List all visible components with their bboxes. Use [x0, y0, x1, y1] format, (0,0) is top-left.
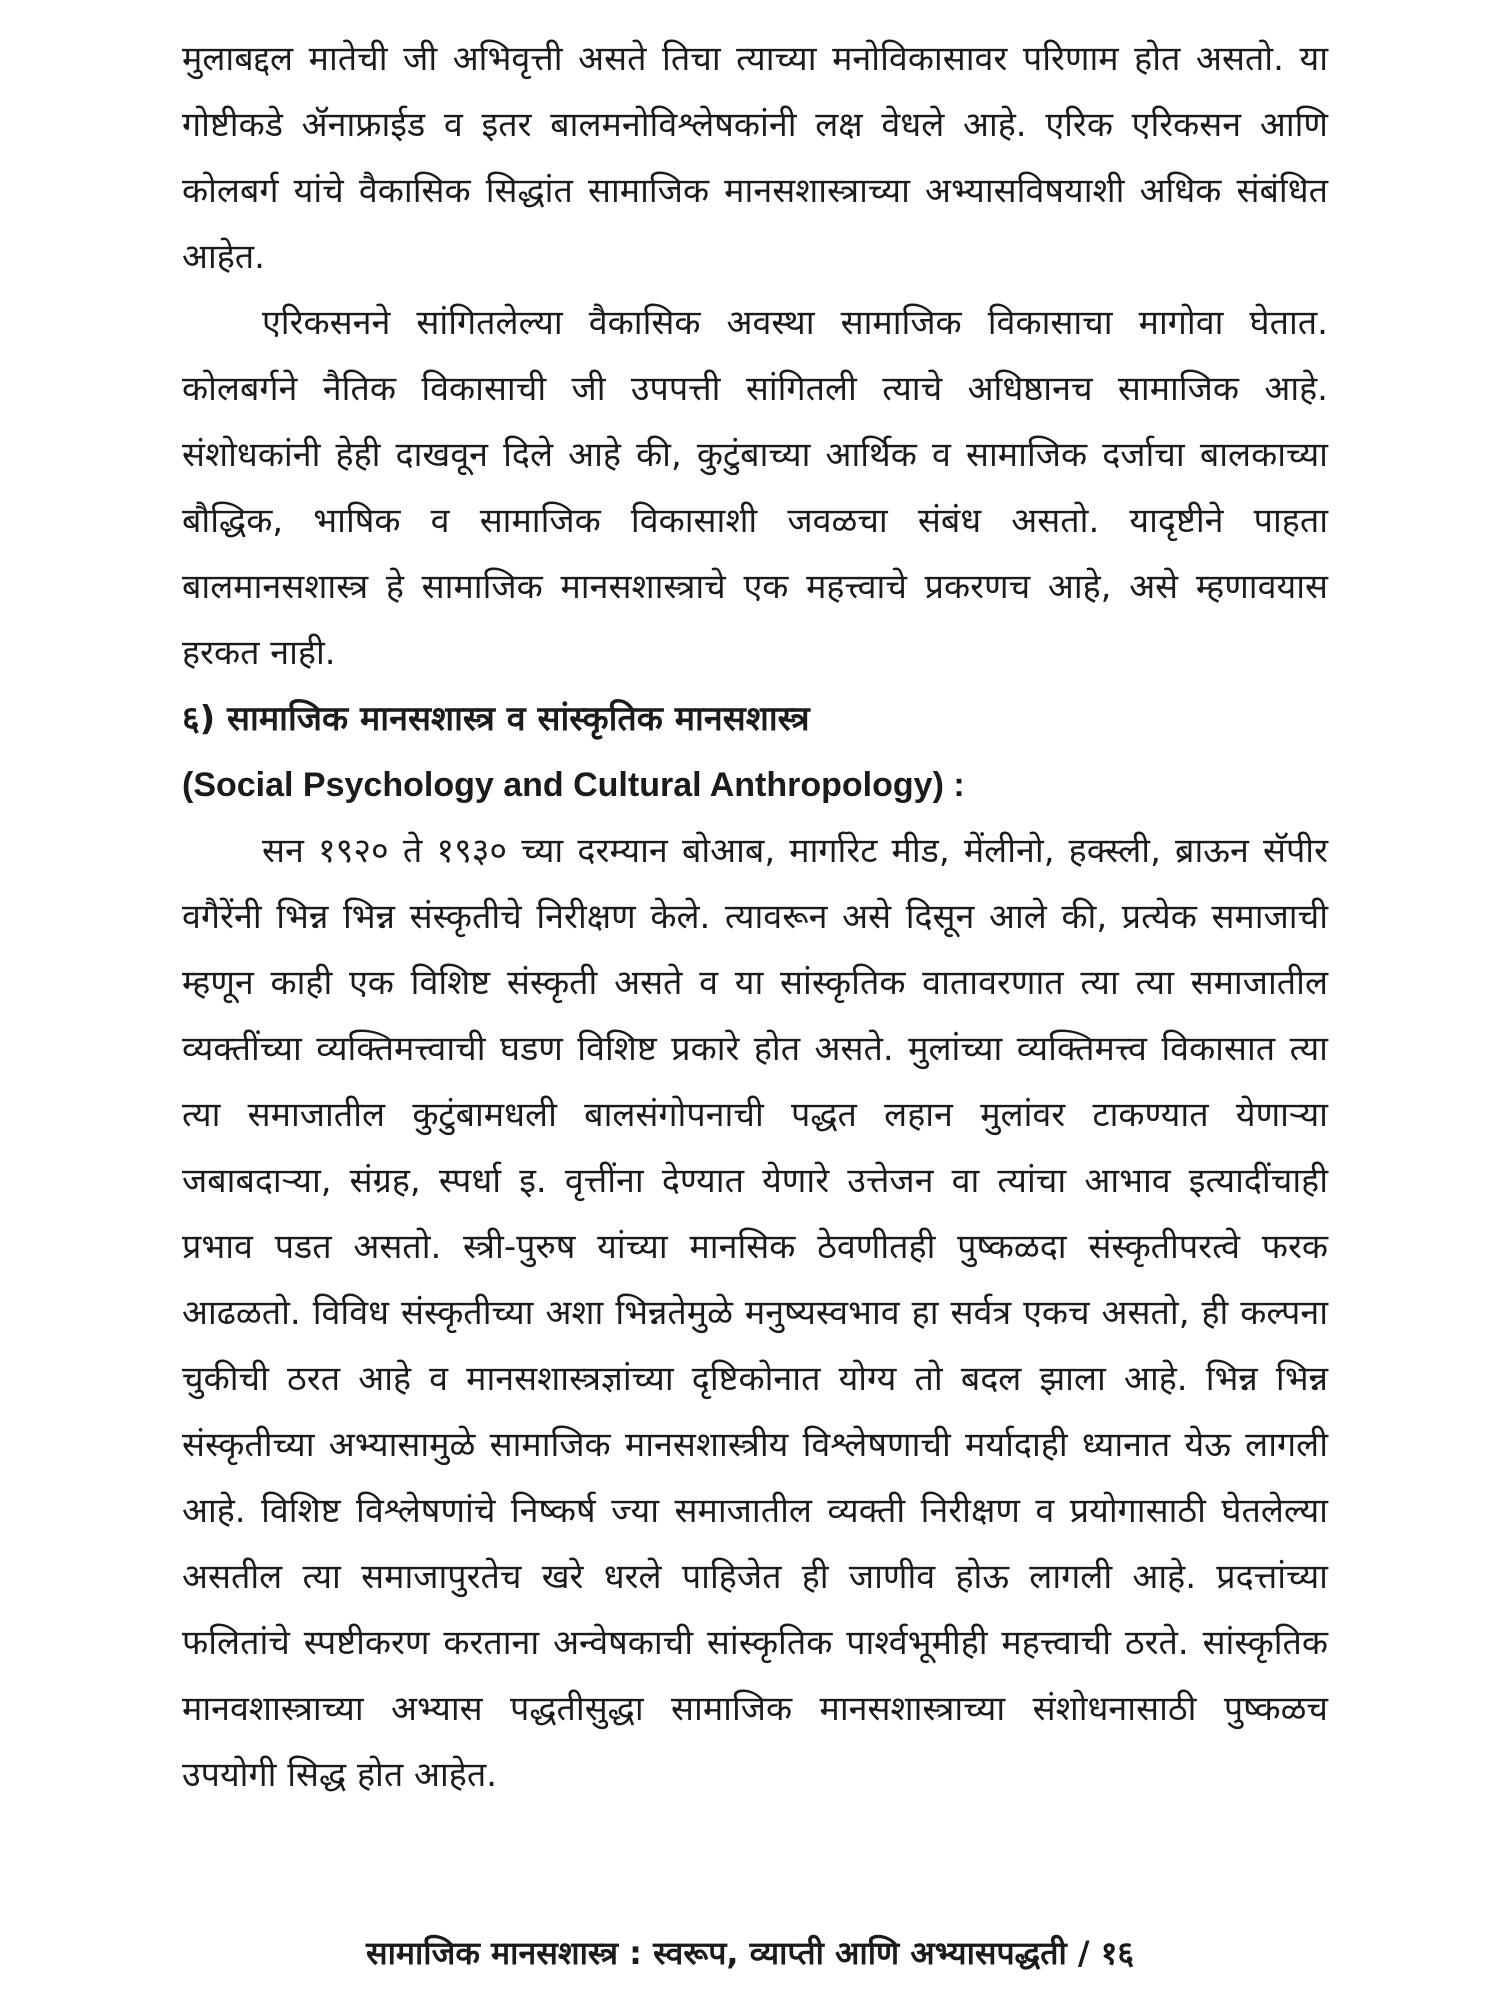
paragraph-2: एरिकसनने सांगितलेल्या वैकासिक अवस्था सामाजिक विकासाचा मागोवा घेतात. कोलबर्गने नैतिक विकासाची जी उपपत्ती सांगितली त्याचे अधिष्ठानच सामाजिक आहे. संशोधकांनी हेही दाखवून दिले आहे की, कुटुंबाच्या आर्थिक व सामाजिक दर्जाचा बालकाच्या बौद्धिक, भाषिक व सामाजिक विकासाशी जवळचा संबंध असतो. यादृष्टीने पाहता बालमानसशास्त्र हे सामाजिक मानसशास्त्राचे एक महत्त्वाचे प्रकरणच आहे, असे म्हणावयास हरकत नाही.	[182, 303, 1328, 673]
paragraph-3: सन १९२० ते १९३० च्या दरम्यान बोआब, मार्गारेट मीड, मेंलीनो, हक्स्ली, ब्राऊन सॅपीर वगैरेंनी भिन्न भिन्न संस्कृतीचे निरीक्षण केले. त्यावरून असे दिसून आले की, प्रत्येक समाजाची म्हणून काही एक विशिष्ट संस्कृती असते व या सांस्कृतिक वातावरणात त्या त्या समाजातील व्यक्तींच्या व्यक्तिमत्त्वाची घडण विशिष्ट प्रकारे होत असते. मुलांच्या व्यक्तिमत्त्व विकासात त्या त्या समाजातील कुटुंबामधली बालसंगोपनाची पद्धत लहान मुलांवर टाकण्यात येणाऱ्या जबाबदाऱ्या, संग्रह, स्पर्धा इ. वृत्तींना देण्यात येणारे उत्तेजन वा त्यांचा आभाव इत्यादींचाही प्रभाव पडत असतो. स्त्री-पुरुष यांच्या मानसिक ठेवणीतही पुष्कळदा संस्कृतीपरत्वे फरक आढळतो. विविध संस्कृतीच्या अशा भिन्नतेमुळे मनुष्यस्वभाव हा सर्वत्र एकच असतो, ही कल्पना चुकीची ठरत आहे व मानसशास्त्रज्ञांच्या दृष्टिकोनात योग्य तो बदल झाला आहे. भिन्न भिन्न संस्कृतीच्या अभ्यासामुळे सामाजिक मानसशास्त्रीय विश्लेषणाची मर्यादाही ध्यानात येऊ लागली आहे. विशिष्ट विश्लेषणांचे निष्कर्ष ज्या समाजातील व्यक्ती निरीक्षण व प्रयोगासाठी घेतलेल्या असतील त्या समाजापुरतेच खरे धरले पाहिजेत ही जाणीव होऊ लागली आहे. प्रदत्तांच्या फलितांचे स्पष्टीकरण करताना अन्वेषकाची सांस्कृतिक पार्श्वभूमीही महत्त्वाची ठरते. सांस्कृतिक मानवशास्त्राच्या अभ्यास पद्धतीसुद्धा सामाजिक मानसशास्त्राच्या संशोधनासाठी पुष्कळच उपयोगी सिद्ध होत आहेत.	[182, 831, 1328, 1795]
section-heading: ६) सामाजिक मानसशास्त्र व सांस्कृतिक मानसशास्त्र	[182, 699, 810, 739]
page-footer: सामाजिक मानसशास्त्र : स्वरूप, व्याप्ती आणि अभ्यासपद्धती / १६	[365, 1934, 1135, 1972]
paragraph-1: मुलाबद्दल मातेची जी अभिवृत्ती असते तिचा त्याच्या मनोविकासावर परिणाम होत असतो. या गोष्टीकडे ॲनाफ्राईड व इतर बालमनोविश्लेषकांनी लक्ष वेधले आहे. एरिक एरिकसन आणि कोलबर्ग यांचे वैकासिक सिद्धांत सामाजिक मानसशास्त्राच्या अभ्यासविषयाशी अधिक संबंधित आहेत.	[182, 39, 1328, 277]
body-text	[182, 26, 1328, 1808]
section-heading-english: (Social Psychology and Cultural Anthropology) :	[182, 766, 965, 804]
